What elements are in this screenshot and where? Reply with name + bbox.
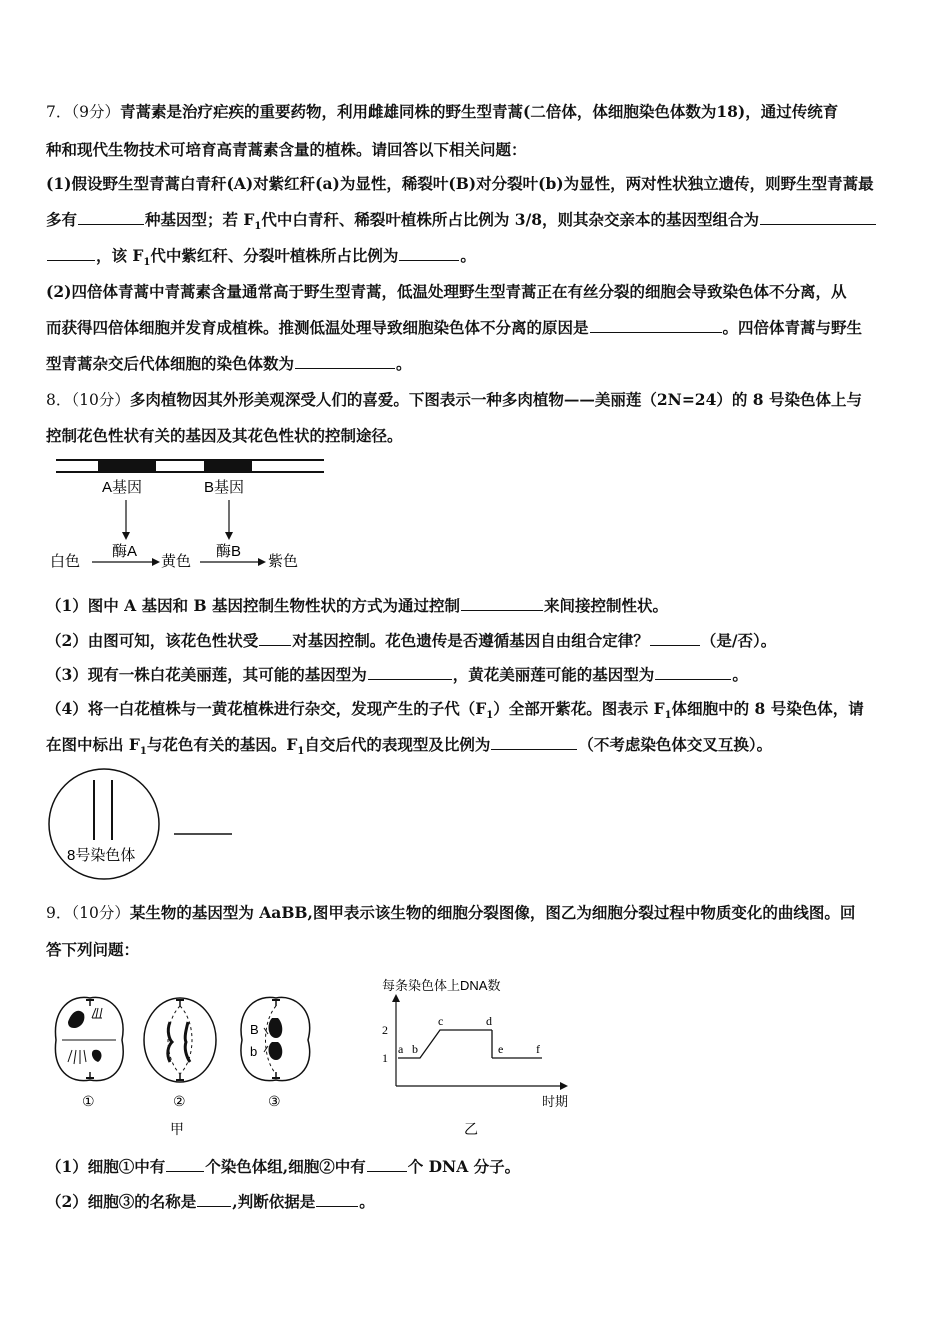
q9-sub2	[46, 1192, 375, 1212]
answer-blank[interactable]	[316, 1192, 358, 1207]
text: 型青蒿杂交后代体细胞的染色体数为	[46, 354, 295, 373]
cell-3-label: ③	[268, 1093, 281, 1109]
answer-blank[interactable]	[166, 1157, 204, 1172]
cell-2-label: ②	[173, 1093, 186, 1109]
text: 代中白青秆、稀裂叶植株所占比例为 3/8，则其杂交亲本的基因型组合为	[261, 210, 760, 229]
text: （2）由图可知，该花色性状受	[46, 631, 259, 650]
cell-1	[55, 997, 123, 1080]
y-axis-arrow	[392, 994, 400, 1002]
text: 个 DNA 分子。	[407, 1157, 521, 1176]
text: 。四倍体青蒿与野生	[722, 318, 863, 337]
q8-header	[46, 390, 862, 410]
point-label-c: c	[438, 1014, 444, 1028]
gene-b-segment	[204, 460, 252, 472]
text: 而获得四倍体细胞并发育成植株。推测低温处理导致细胞染色体不分离的原因是	[46, 318, 589, 337]
text: （1）细胞①中有	[46, 1157, 166, 1176]
answer-blank[interactable]	[295, 354, 395, 369]
point-label-b: b	[412, 1042, 418, 1056]
gene-a-label: A基因	[102, 479, 143, 496]
q7-part1-line3	[46, 246, 476, 273]
text: 。	[396, 354, 412, 373]
q8-sub2	[46, 631, 776, 651]
answer-blank[interactable]	[368, 665, 452, 680]
cell-2	[144, 998, 216, 1082]
text: 体细胞中的 8 号染色体，请	[671, 699, 864, 718]
text: ,判断依据是	[232, 1192, 316, 1211]
subscript: 1	[486, 710, 494, 722]
figure-jia-caption: 甲	[170, 1121, 184, 1137]
q8-sub4-line1	[46, 699, 864, 726]
arrowhead	[152, 558, 160, 566]
text: ）全部开紫花。图表示 F	[493, 699, 665, 718]
q9-stem-line2: 答下列问题：	[46, 940, 140, 959]
purple-label: 紫色	[268, 553, 299, 570]
answer-blank[interactable]	[47, 246, 95, 261]
q9-sub1	[46, 1157, 520, 1177]
answer-blank[interactable]	[367, 1157, 407, 1172]
x-axis-arrow	[560, 1082, 568, 1090]
point-label-e: e	[498, 1042, 504, 1056]
q8-sub1	[46, 596, 668, 616]
answer-blank[interactable]	[78, 210, 144, 225]
dna-curve	[398, 1030, 542, 1058]
q9-score: （10分）	[71, 904, 130, 922]
text: 在图中标出 F	[46, 735, 140, 754]
text: （是/否）。	[700, 631, 777, 650]
q7-header	[46, 102, 838, 122]
text: 。	[732, 665, 748, 684]
white-label: 白色	[50, 553, 81, 570]
q9-header	[46, 903, 855, 923]
answer-blank[interactable]	[590, 318, 722, 333]
q8-score: （10分）	[71, 391, 130, 409]
q7-part2-line2	[46, 318, 862, 338]
arrowhead	[258, 558, 266, 566]
q9-number: 9．	[46, 904, 72, 922]
answer-blank[interactable]	[655, 665, 731, 680]
text: 。	[460, 246, 476, 265]
text: 与花色有关的基因。F	[146, 735, 298, 754]
answer-blank[interactable]	[461, 596, 543, 611]
text: ，黄花美丽莲可能的基因型为	[452, 665, 655, 684]
y-tick-1: 1	[382, 1051, 388, 1065]
cell-3	[241, 997, 310, 1080]
text: 多有	[46, 210, 78, 229]
q8-sub3	[46, 665, 748, 685]
text: （2）细胞③的名称是	[46, 1192, 197, 1211]
enzyme-b-label: 酶B	[216, 543, 242, 560]
gene-a-segment	[98, 460, 156, 472]
point-label-d: d	[486, 1014, 492, 1028]
text: （3）现有一株白花美丽莲，其可能的基因型为	[46, 665, 367, 684]
text: （不考虑染色体交叉互换）。	[578, 735, 773, 754]
q7-stem-line2: 种和现代生物技术可培育高青蒿素含量的植株。请回答以下相关问题：	[46, 140, 527, 159]
subscript: 1	[254, 221, 262, 233]
yellow-label: 黄色	[161, 553, 192, 570]
q7-part2-line3	[46, 354, 412, 374]
text: 种基因型；若 F	[145, 210, 255, 229]
gene-b-label: B基因	[204, 479, 245, 496]
gene-pathway-figure	[46, 458, 336, 578]
q7-part2-line1: (2)四倍体青蒿中青蒿素含量通常高于野生型青蒿，低温处理野生型青蒿正在有丝分裂的细胞会导致染色体不分离，从	[46, 282, 847, 301]
enzyme-a-label: 酶A	[112, 543, 138, 560]
answer-blank[interactable]	[197, 1192, 231, 1207]
y-tick-2: 2	[382, 1023, 388, 1037]
text: ，该 F	[96, 246, 144, 265]
arrowhead	[122, 532, 130, 540]
text: （4）将一白花植株与一黄花植株进行杂交，发现产生的子代（F	[46, 699, 487, 718]
subscript: 1	[139, 746, 147, 758]
text: 来间接控制性状。	[544, 596, 669, 615]
q8-stem: 多肉植物因其外形美观深受人们的喜爱。下图表示一种多肉植物——美丽莲（2N=24）的 8 号染色体上与	[129, 390, 862, 409]
cell-3-gene-B: B	[250, 1022, 259, 1037]
arrowhead	[225, 532, 233, 540]
cell-1-label: ①	[82, 1093, 95, 1109]
subscript: 1	[297, 746, 305, 758]
figure-yi-caption: 乙	[464, 1121, 478, 1137]
q9-stem: 某生物的基因型为 AaBB,图甲表示该生物的细胞分裂图像，图乙为细胞分裂过程中物质变化的曲线图。回	[129, 903, 856, 922]
answer-blank[interactable]	[760, 210, 876, 225]
point-label-f: f	[536, 1042, 540, 1056]
q8-stem-line2: 控制花色性状有关的基因及其花色性状的控制途径。	[46, 426, 403, 445]
text: 个染色体组,细胞②中有	[205, 1157, 366, 1176]
x-axis-label: 时期	[542, 1094, 569, 1109]
circle-label: 8号染色体	[67, 847, 136, 864]
q7-part1-line2	[46, 210, 877, 237]
cell-3-gene-b: b	[250, 1044, 258, 1059]
q7-stem: 青蒿素是治疗疟疾的重要药物，利用雌雄同株的野生型青蒿(二倍体，体细胞染色体数为18)，通过传统育	[120, 102, 839, 121]
answer-blank[interactable]	[491, 735, 577, 750]
text: 代中紫红秆、分裂叶植株所占比例为	[150, 246, 399, 265]
subscript: 1	[664, 710, 672, 722]
cell-division-figure	[46, 988, 316, 1140]
subscript: 1	[143, 257, 151, 269]
chromosome-circle-figure	[46, 768, 246, 880]
q7-number: 7．	[46, 103, 72, 121]
answer-blank[interactable]	[259, 631, 291, 646]
q7-score: （9分）	[71, 103, 120, 121]
text: 自交后代的表现型及比例为	[304, 735, 491, 754]
chart-title: 每条染色体上DNA数	[382, 978, 501, 993]
q7-part1-line1: (1)假设野生型青蒿白青秆(A)对紫红秆(a)为显性，稀裂叶(B)对分裂叶(b)为显性，两对性状独立遗传，则野生型青蒿最	[46, 174, 874, 193]
q8-number: 8．	[46, 391, 72, 409]
text: （1）图中 A 基因和 B 基因控制生物性状的方式为通过控制	[46, 596, 460, 615]
answer-blank[interactable]	[399, 246, 459, 261]
text: 对基因控制。花色遗传是否遵循基因自由组合定律？	[292, 631, 649, 650]
dna-curve-chart	[368, 972, 588, 1142]
text: 。	[359, 1192, 375, 1211]
point-label-a: a	[398, 1042, 404, 1056]
q8-sub4-line2	[46, 735, 772, 762]
answer-blank[interactable]	[650, 631, 700, 646]
